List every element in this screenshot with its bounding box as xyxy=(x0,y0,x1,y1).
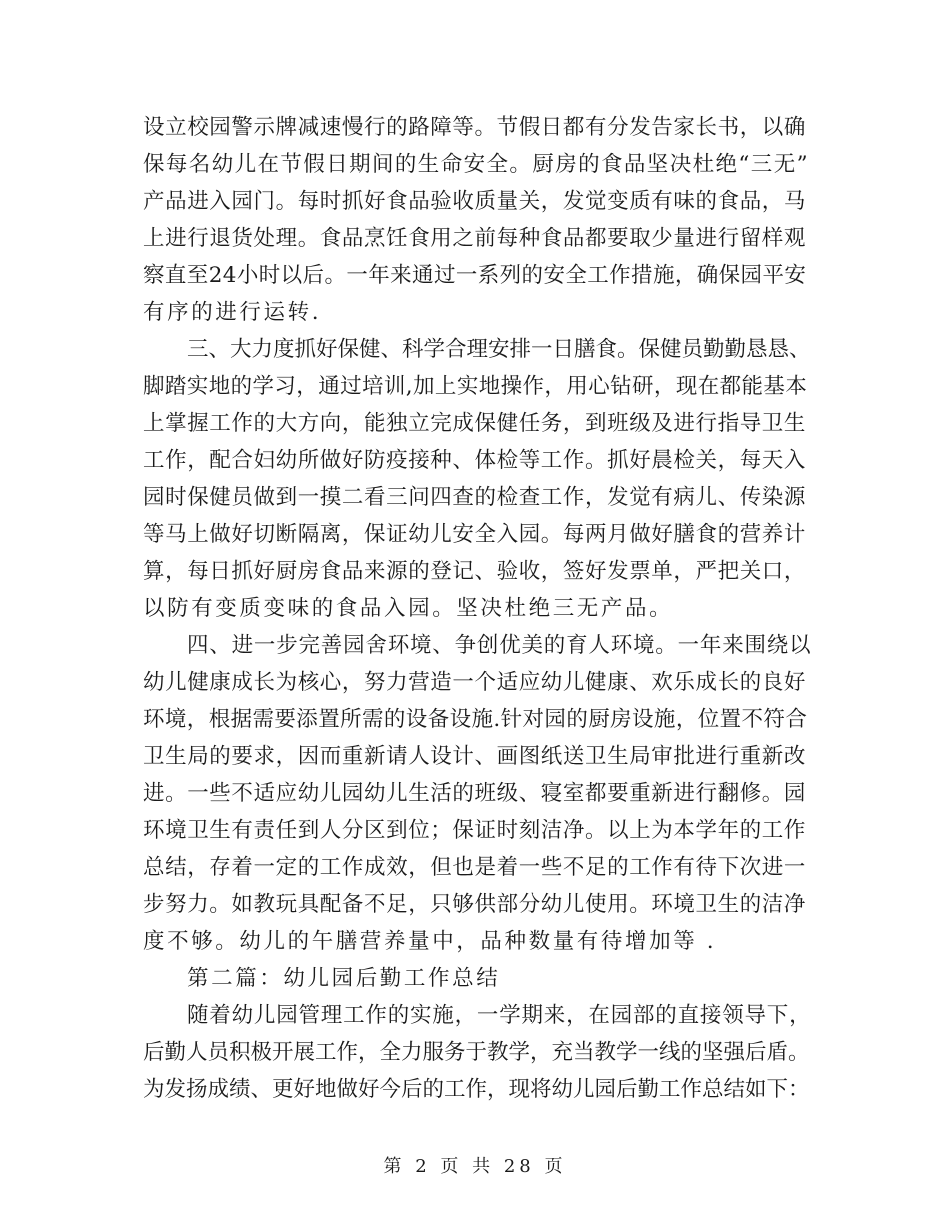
body-text-line: 察直至24小时以后。一年来通过一系列的安全工作措施，确保园平安 xyxy=(143,263,807,288)
body-text-line: 环境，根据需要添置所需的设备设施.针对园的厨房设施，位置不符合 xyxy=(143,707,808,732)
body-text-line: 幼儿健康成长为核心，努力营造一个适应幼儿健康、欢乐成长的良好 xyxy=(143,670,807,695)
chapter-title: 第二篇：幼儿园后勤工作总结 xyxy=(187,966,501,991)
body-text-line: 产品进入园门。每时抓好食品验收质量关，发觉变质有味的食品，马 xyxy=(143,189,807,214)
body-text-line: 卫生局的要求，因而重新请人设计、画图纸送卫生局审批进行重新改 xyxy=(143,744,807,769)
body-text-line: 工作，配合妇幼所做好防疫接种、体检等工作。抓好晨检关，每天入 xyxy=(143,448,807,473)
body-text-line: 等马上做好切断隔离，保证幼儿安全入园。每两月做好膳食的营养计 xyxy=(143,522,807,547)
body-text-line: 度不够。幼儿的午膳营养量中，品种数量有待增加等 . xyxy=(143,929,717,954)
body-text-line: 以防有变质变味的食品入园。坚决杜绝三无产品。 xyxy=(143,596,674,621)
body-text-line: 上掌握工作的大方向，能独立完成保健任务，到班级及进行指导卫生 xyxy=(143,411,807,436)
body-text-line: 保每名幼儿在节假日期间的生命安全。厨房的食品坚决杜绝“三无” xyxy=(143,152,809,177)
body-text-line: 脚踏实地的学习，通过培训,加上实地操作，用心钻研，现在都能基本 xyxy=(143,374,808,399)
body-text-line: 为发扬成绩、更好地做好今后的工作，现将幼儿园后勤工作总结如下： xyxy=(143,1077,810,1102)
body-text-line: 设立校园警示牌减速慢行的路障等。节假日都有分发告家长书，以确 xyxy=(143,115,807,140)
body-text-line: 园时保健员做到一摸二看三问四查的检查工作，发觉有病儿、传染源 xyxy=(143,485,807,510)
body-text-line: 上进行退货处理。食品烹饪食用之前每种食品都要取少量进行留样观 xyxy=(143,226,807,251)
body-text-line: 有序的进行运转. xyxy=(143,300,322,325)
section-heading-paragraph: 三、大力度抓好保健、科学合理安排一日膳食。保健员勤勤恳恳、 xyxy=(187,337,811,362)
body-text-line: 步努力。如教玩具配备不足，只够供部分幼儿使用。环境卫生的洁净 xyxy=(143,892,807,917)
body-text-line: 随着幼儿园管理工作的实施，一学期来，在园部的直接领导下， xyxy=(187,1003,812,1028)
body-text-line: 算，每日抓好厨房食品来源的登记、验收，签好发票单，严把关口， xyxy=(143,559,807,584)
body-text-line: 环境卫生有责任到人分区到位；保证时刻洁净。以上为本学年的工作 xyxy=(143,818,807,843)
page-number-footer: 第 2 页 共 28 页 xyxy=(383,1156,567,1177)
body-text-line: 总结，存着一定的工作成效，但也是着一些不足的工作有待下次进一 xyxy=(143,855,807,880)
body-text-line: 后勤人员积极开展工作，全力服务于教学，充当教学一线的坚强后盾。 xyxy=(143,1040,810,1065)
body-text-line: 进。一些不适应幼儿园幼儿生活的班级、寝室都要重新进行翻修。园 xyxy=(143,781,807,806)
section-heading-paragraph: 四、进一步完善园舍环境、争创优美的育人环境。一年来围绕以 xyxy=(187,633,812,658)
